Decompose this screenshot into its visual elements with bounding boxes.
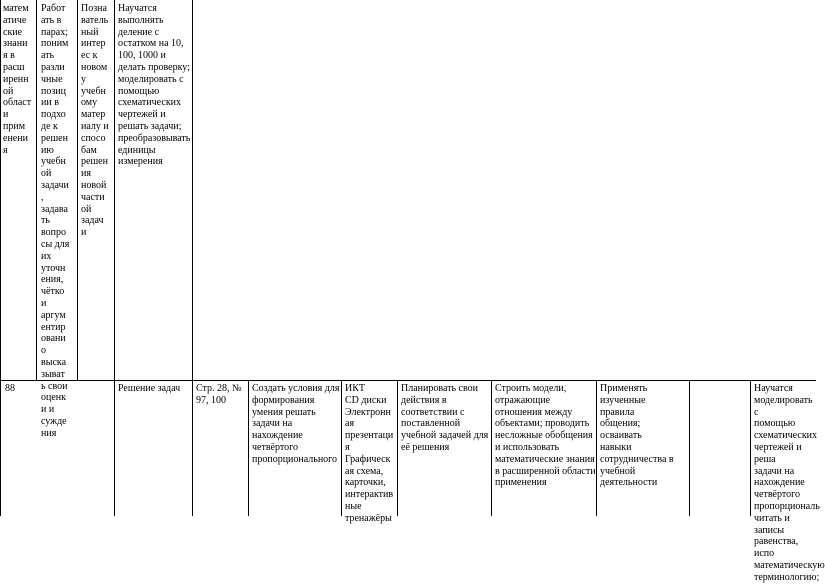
column-line — [248, 380, 249, 516]
row2-regulative-actions: Планировать свои действия в соответствии с поставленной учебной задачей для её решения — [401, 383, 489, 453]
row2-lesson-topic: Решение задач — [118, 383, 181, 394]
row1-cell-subject-skills: матем атиче ские знани я в расш иренн ой област и прим енени я — [3, 3, 32, 156]
row1-cell-communicative: Работ ать в парах; поним ать разли чные позиц ии в подхо де к решен ию учебн ой задачи , задава ть вопро сы для их уточн ения, чётко и аргум ентир овани о выска зыват ь свои оценк и и сужде ния — [41, 3, 70, 439]
table-border-left — [0, 0, 1, 516]
column-line — [750, 380, 751, 516]
row1-cell-personal: Позна ватель ный интер ес к новом у учебн ому матер иалу и спосо бам решен ия новой части ой задач и — [81, 3, 109, 239]
column-line — [596, 380, 597, 516]
row2-communicative-actions: Применять изученные правила общения; осваивать навыки сотрудничества в учебной деятельности — [600, 383, 674, 489]
column-line — [192, 0, 193, 516]
column-line — [689, 380, 690, 516]
row2-cognitive-actions: Строить модели, отражающие отношения между объектами; проводить несложные обобщения и использовать математические знания в расширенной области применения — [495, 383, 596, 489]
row2-textbook-pages: Стр. 28, № 97, 100 — [196, 383, 242, 406]
row-line — [0, 380, 816, 381]
column-line — [397, 380, 398, 516]
row2-lesson-number: 88 — [5, 383, 15, 394]
row1-cell-subject-results: Научатся выполнять деление с остатком на 10, 100, 1000 и делать проверку; моделировать с помощью схематических чертежей и решать задачи; преобразовывать единицы измерения — [118, 3, 191, 168]
column-line — [77, 0, 78, 380]
column-line — [491, 380, 492, 516]
row2-subject-results: Научатся моделировать с помощью схематических чертежей и реша задачи на нахождение четвёртого пропорциональ читать и записы равенства, испо математическую терминологию; — [754, 383, 825, 583]
row2-lesson-goal: Создать условия для формирования умения решать задачи на нахождение четвёртого пропорционального — [252, 383, 340, 465]
row2-resources: ИКТ CD диски Электронн ая презентаци я Графическ ая схема, карточки, интерактив ные тренажёры — [345, 383, 394, 524]
column-line — [341, 380, 342, 516]
column-line — [36, 0, 37, 380]
column-line — [114, 0, 115, 516]
